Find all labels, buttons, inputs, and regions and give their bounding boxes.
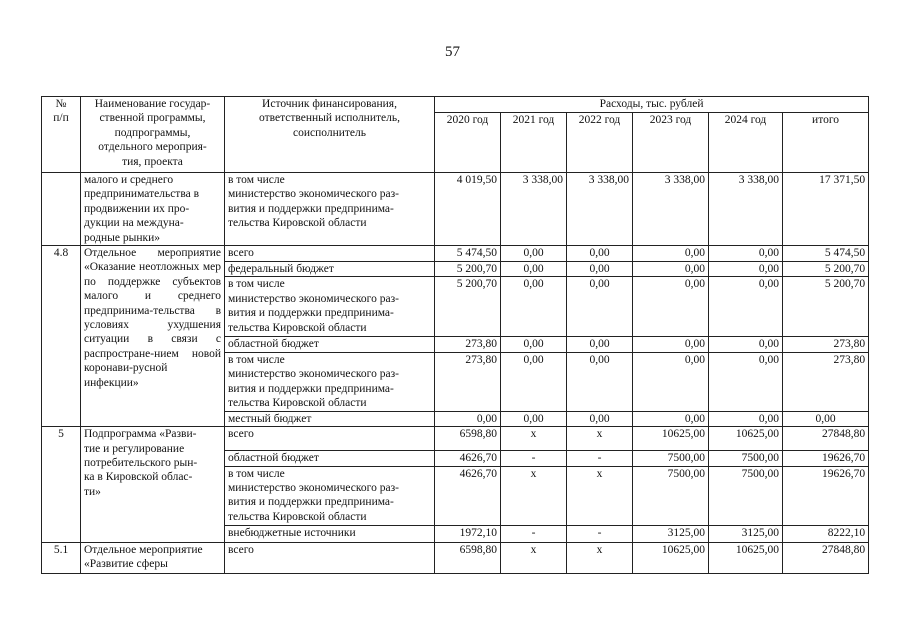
value-2024: 10625,00 (709, 427, 783, 451)
value-2022: - (567, 451, 633, 466)
value-2023: 3125,00 (633, 525, 709, 542)
measure-name: Отдельное мероприятие «Оказание неотложных мер по поддержке субъектов малого и среднего предпринима-тельства в условиях ухудшения ситуации в связи с распростране-нием новой коронави-русной инфекции» (81, 246, 225, 427)
value-2022: х (567, 427, 633, 451)
funding-source: областной бюджет (225, 337, 435, 352)
value-2023: 0,00 (633, 262, 709, 277)
value-total: 5 200,70 (783, 262, 869, 277)
row-num: 5 (42, 427, 81, 542)
value-2022: х (567, 466, 633, 525)
funding-source: в том числе министерство экономического раз- вития и поддержки предпринима- тельства Кировской области (225, 173, 435, 246)
funding-source: федеральный бюджет (225, 262, 435, 277)
value-2023: 0,00 (633, 411, 709, 426)
value-2022: х (567, 542, 633, 573)
value-2022: 0,00 (567, 277, 633, 337)
value-2020: 0,00 (435, 411, 501, 426)
budget-table (41, 96, 869, 574)
value-2021: 0,00 (501, 246, 567, 262)
value-total: 19626,70 (783, 451, 869, 466)
table-row (42, 246, 869, 262)
value-2020: 4 019,50 (435, 173, 501, 246)
table-header (42, 97, 869, 173)
row-num: 5.1 (42, 542, 81, 573)
row-num (42, 173, 81, 246)
value-2021: х (501, 427, 567, 451)
value-2021: 0,00 (501, 262, 567, 277)
measure-name: Отдельное мероприятие «Развитие сферы (81, 542, 225, 573)
value-2023: 3 338,00 (633, 173, 709, 246)
funding-source: всего (225, 246, 435, 262)
value-2024: 7500,00 (709, 451, 783, 466)
value-2021: 0,00 (501, 337, 567, 352)
value-2022: 0,00 (567, 246, 633, 262)
value-2023: 10625,00 (633, 427, 709, 451)
value-2024: 0,00 (709, 352, 783, 411)
measure-name: малого и среднего предпринимательства в продвижении их про- дукции на междуна- родные рынки» (81, 173, 225, 246)
value-total: 5 474,50 (783, 246, 869, 262)
value-total: 8222,10 (783, 525, 869, 542)
header-total: итого (783, 113, 869, 173)
funding-source: областной бюджет (225, 451, 435, 466)
funding-source: в том числе министерство экономического раз- вития и поддержки предпринима- тельства Кировской области (225, 352, 435, 411)
value-2024: 0,00 (709, 337, 783, 352)
value-2021: х (501, 466, 567, 525)
header-year-2024: 2024 год (709, 113, 783, 173)
value-2020: 4626,70 (435, 451, 501, 466)
funding-source: всего (225, 427, 435, 451)
value-2021: 0,00 (501, 411, 567, 426)
header-year-2022: 2022 год (567, 113, 633, 173)
value-2021: - (501, 451, 567, 466)
value-2020: 5 200,70 (435, 277, 501, 337)
funding-source: в том числе министерство экономического раз- вития и поддержки предпринима- тельства Кировской области (225, 466, 435, 525)
value-2024: 10625,00 (709, 542, 783, 573)
value-2023: 0,00 (633, 352, 709, 411)
table-row (42, 542, 869, 573)
value-2022: 0,00 (567, 262, 633, 277)
page-number: 57 (445, 44, 460, 60)
value-2022: 0,00 (567, 337, 633, 352)
value-2021: 3 338,00 (501, 173, 567, 246)
value-total: 17 371,50 (783, 173, 869, 246)
header-num: № п/п (42, 97, 81, 173)
value-2024: 0,00 (709, 411, 783, 426)
value-2020: 6598,80 (435, 427, 501, 451)
value-2020: 5 474,50 (435, 246, 501, 262)
table-row (42, 427, 869, 451)
value-2023: 0,00 (633, 277, 709, 337)
value-2024: 3 338,00 (709, 173, 783, 246)
value-2023: 7500,00 (633, 466, 709, 525)
funding-source: местный бюджет (225, 411, 435, 426)
value-2021: х (501, 542, 567, 573)
header-year-2021: 2021 год (501, 113, 567, 173)
funding-source: в том числе министерство экономического раз- вития и поддержки предпринима- тельства Кировской области (225, 277, 435, 337)
value-2022: - (567, 525, 633, 542)
header-name: Наименование государ- ственной программы, подпрограммы, отдельного мероприя- тия, проекта (81, 97, 225, 173)
value-total: 27848,80 (783, 542, 869, 573)
value-2020: 1972,10 (435, 525, 501, 542)
value-2023: 0,00 (633, 246, 709, 262)
value-2023: 7500,00 (633, 451, 709, 466)
value-2024: 0,00 (709, 262, 783, 277)
value-total: 273,80 (783, 352, 869, 411)
value-total: 27848,80 (783, 427, 869, 451)
table-row (42, 173, 869, 246)
value-total: 19626,70 (783, 466, 869, 525)
header-year-2020: 2020 год (435, 113, 501, 173)
value-2021: 0,00 (501, 277, 567, 337)
value-2021: 0,00 (501, 352, 567, 411)
value-2020: 273,80 (435, 337, 501, 352)
header-expenses: Расходы, тыс. рублей (435, 97, 869, 113)
value-2022: 0,00 (567, 352, 633, 411)
value-2024: 0,00 (709, 246, 783, 262)
header-year-2023: 2023 год (633, 113, 709, 173)
value-2021: - (501, 525, 567, 542)
value-2023: 0,00 (633, 337, 709, 352)
value-2024: 0,00 (709, 277, 783, 337)
funding-source: всего (225, 542, 435, 573)
value-total: 0,00 (783, 411, 869, 426)
value-total: 5 200,70 (783, 277, 869, 337)
row-num: 4.8 (42, 246, 81, 427)
value-2020: 6598,80 (435, 542, 501, 573)
value-2023: 10625,00 (633, 542, 709, 573)
value-2022: 0,00 (567, 411, 633, 426)
value-2024: 3125,00 (709, 525, 783, 542)
header-source: Источник финансирования, ответственный исполнитель, соисполнитель (225, 97, 435, 173)
value-2020: 4626,70 (435, 466, 501, 525)
value-2024: 7500,00 (709, 466, 783, 525)
value-2020: 5 200,70 (435, 262, 501, 277)
funding-source: внебюджетные источники (225, 525, 435, 542)
value-2022: 3 338,00 (567, 173, 633, 246)
value-total: 273,80 (783, 337, 869, 352)
value-2020: 273,80 (435, 352, 501, 411)
measure-name: Подпрограмма «Разви- тие и регулирование потребительского рын- ка в Кировской облас- ти» (81, 427, 225, 542)
